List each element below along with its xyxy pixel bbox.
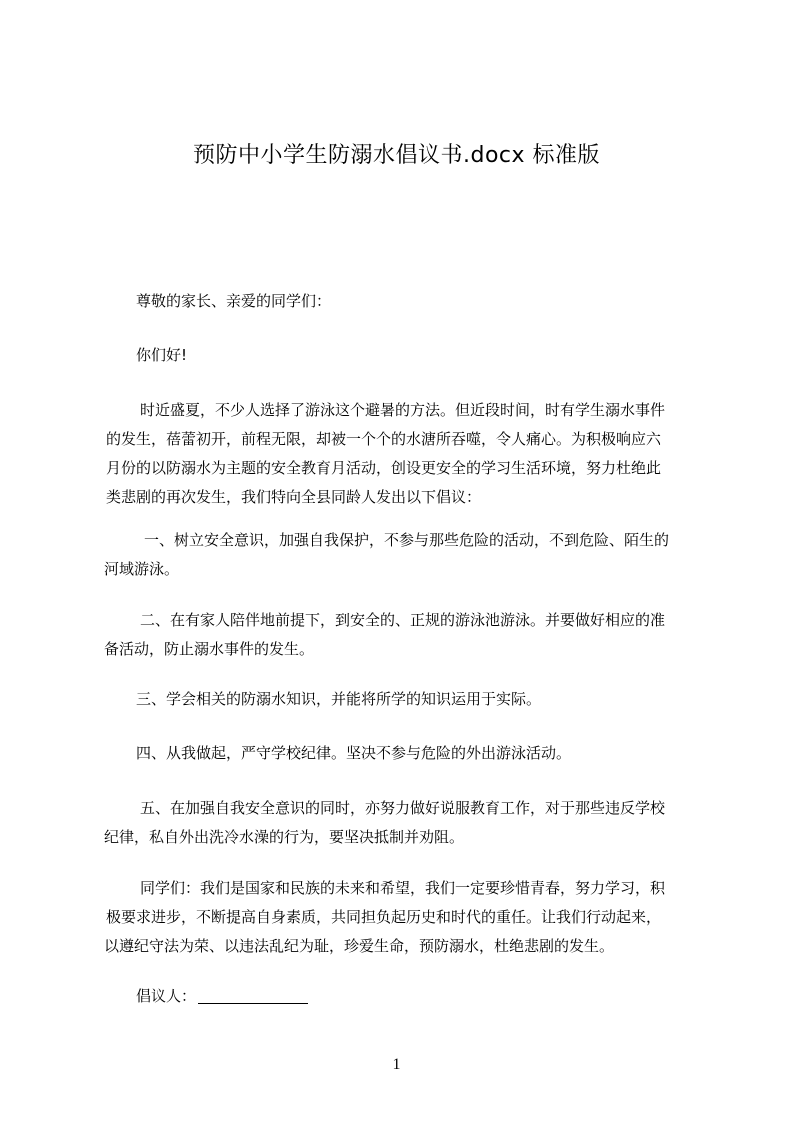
document-title: 预防中小学生防溺水倡议书.docx 标准版 [192,143,601,168]
closing-line: 同学们：我们是国家和民族的未来和希望，我们一定要珍惜青春，努力学习，积 [140,879,666,897]
signer-label: 倡议人： [136,987,197,1005]
signer-line [104,982,704,1011]
intro-line: 类悲剧的再次发生，我们特向全县同龄人发出以下倡议： [106,488,482,506]
salutation-text: 你们好! [136,346,188,364]
proposal-item-4 [104,739,704,768]
signer-paragraph [104,982,704,1011]
intro-line: 的发生，蓓蕾初开，前程无限，却被一个个的水溏所吞噬，令人痛心。为积极响应六 [106,430,662,448]
proposal-item-5 [104,794,704,852]
proposal-line: 二、在有家人陪伴地前提下，到安全的、正规的游泳池游泳。并要做好相应的准 [140,611,666,629]
intro-line: 时近盛夏，不少人选择了游泳这个避暑的方法。但近段时间，时有学生溺水事件 [140,401,666,419]
intro-paragraph [104,396,704,512]
proposal-line: 五、在加强自我安全意识的同时，亦努力做好说服教育工作，对于那些违反学校 [140,799,666,817]
proposal-line: 一、树立安全意识，加强自我保护，不参与那些危险的活动，不到危险、陌生的 [144,531,670,549]
proposal-item-3 [104,685,704,714]
proposal-line: 备活动，防止溺水事件的发生。 [104,640,315,658]
proposal-line: 三、学会相关的防溺水知识，并能将所学的知识运用于实际。 [136,690,542,708]
proposal-item-1 [104,526,704,584]
closing-paragraph [104,874,704,961]
greeting-text: 尊敬的家长、亲爱的同学们： [136,292,332,310]
intro-line: 月份的以防溺水为主题的安全教育月活动，创设更安全的学习生活环境，努力杜绝此 [106,459,662,477]
salutation-paragraph [104,341,704,370]
closing-line: 以遵纪守法为荣、以违法乱纪为耻，珍爱生命，预防溺水，杜绝悲剧的发生。 [104,937,615,955]
proposal-line: 四、从我做起，严守学校纪律。坚决不参与危险的外出游泳活动。 [136,744,572,762]
proposal-item-2 [104,606,704,664]
closing-line: 极要求进步，不断提高自身素质，共同担负起历史和时代的重任。让我们行动起来， [106,908,662,926]
greeting-paragraph [104,287,704,316]
proposal-line: 纪律，私自外出洗冷水澡的行为，要坚决抵制并劝阻。 [104,828,465,846]
signer-blank-field [198,987,308,1004]
proposal-line: 河域游泳。 [104,560,180,578]
page-number: 1 [392,1056,401,1073]
